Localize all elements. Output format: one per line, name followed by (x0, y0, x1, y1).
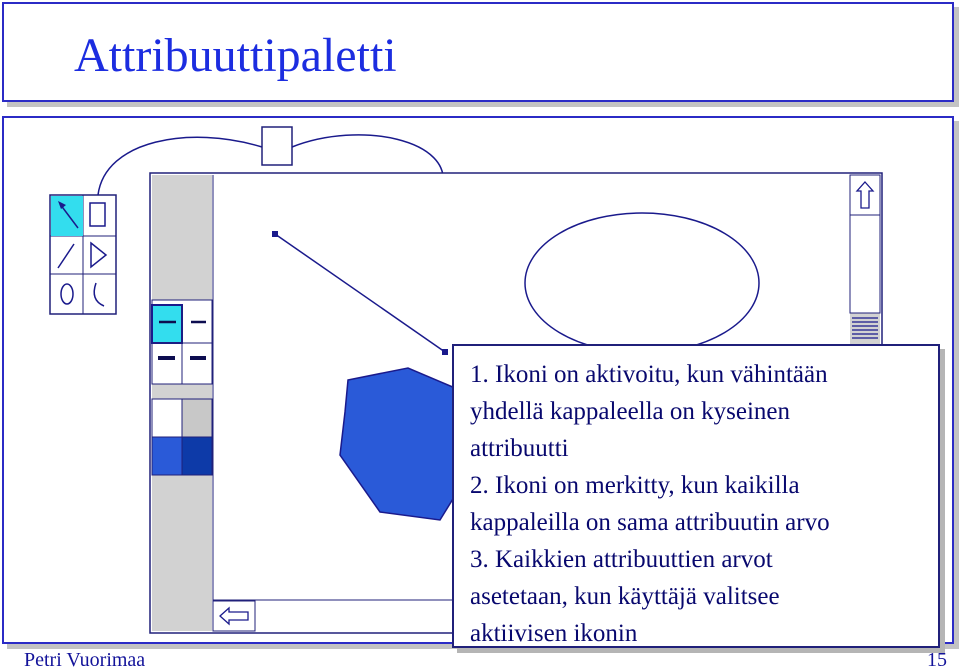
horizontal-scrollbar[interactable] (213, 601, 255, 631)
swatch-white[interactable] (152, 399, 182, 437)
swatch-blue[interactable] (152, 437, 182, 475)
slide-title: Attribuuttipaletti (74, 29, 397, 82)
callout-line: kappaleilla on sama attribuutin arvo (470, 509, 830, 536)
callout-text (470, 356, 930, 652)
selection-handle-icon (262, 127, 292, 165)
callout-line: 2. Ikoni on merkitty, kun kaikilla (470, 472, 800, 499)
tool-palette (50, 195, 116, 314)
callout-line: attribuutti (470, 435, 569, 462)
ellipse-shape (525, 213, 759, 353)
callout-line: 1. Ikoni on aktivoitu, kun vähintään (470, 361, 828, 388)
footer-page-number: 15 (927, 649, 947, 671)
select-arrow-icon[interactable] (51, 196, 83, 236)
swatch-light-gray[interactable] (182, 399, 212, 437)
callout-line: yhdellä kappaleella on kyseinen (470, 398, 791, 425)
footer-author: Petri Vuorimaa (24, 649, 146, 671)
callout-line: 3. Kaikkien attribuuttien arvot (470, 546, 773, 573)
callout-line: aktiivisen ikonin (470, 620, 638, 647)
explanation-callout (452, 344, 940, 648)
swatch-dark-blue[interactable] (182, 437, 212, 475)
callout-line: asetetaan, kun käyttäjä valitsee (470, 583, 780, 610)
